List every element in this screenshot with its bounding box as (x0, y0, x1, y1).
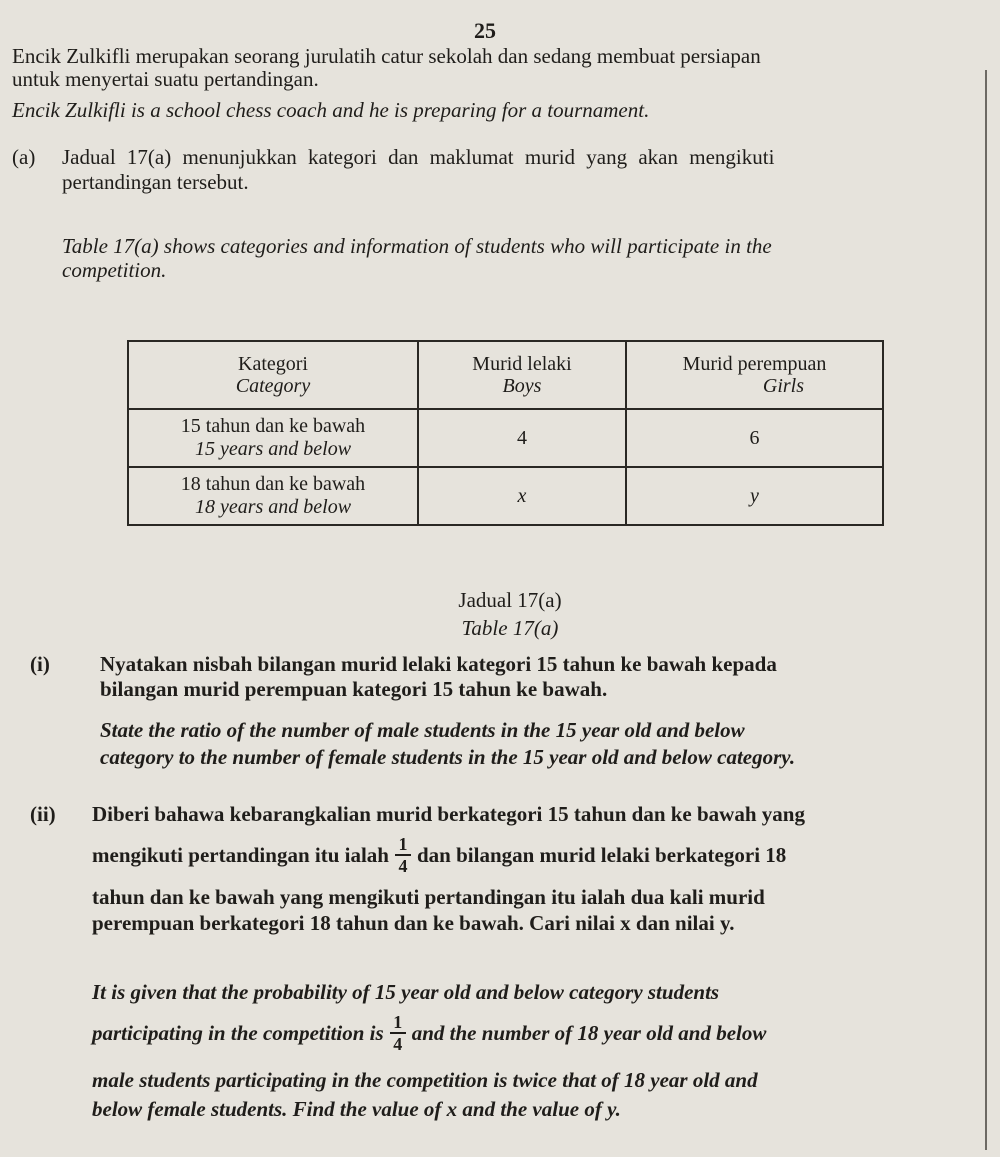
header-boys: Murid lelaki Boys (418, 341, 626, 409)
part-a-ms-line2: pertandingan tersebut. (62, 170, 249, 194)
question-i-ms-line1: Nyatakan nisbah bilangan murid lelaki kategori 15 tahun ke bawah kepada (100, 652, 777, 676)
table-row (128, 467, 883, 525)
question-i-en-line2: category to the number of female students in the 15 year old and below category. (100, 745, 796, 769)
page-edge-line (985, 70, 987, 1150)
question-ii-ms-line2: mengikuti pertandingan itu ialah $\frac{1}{4}$ dan bilangan murid lelaki berkategori 18 (92, 834, 787, 876)
question-ii-ms-line1: Diberi bahawa kebarangkalian murid berkategori 15 tahun dan ke bawah yang (92, 802, 805, 826)
student-table (127, 340, 884, 526)
question-i-ms-line2: bilangan murid perempuan kategori 15 tahun ke bawah. (100, 677, 608, 701)
question-ii-ms-line4: perempuan berkategori 18 tahun dan ke bawah. Cari nilai x dan nilai y. (92, 911, 735, 935)
row1-girls: 6 (626, 409, 883, 467)
header-category: Kategori Category (128, 341, 418, 409)
table-row (128, 409, 883, 467)
question-i-label: (i) (30, 652, 50, 676)
part-a-en-line1: Table 17(a) shows categories and information of students who will participate in the (62, 234, 772, 258)
fraction-one-quarter: $\frac{1}{4}$ (395, 834, 411, 876)
part-a-en-line2: competition. (62, 258, 167, 282)
intro-en-line1: Encik Zulkifli is a school chess coach and he is preparing for a tournament. (12, 98, 650, 122)
header-girls: Murid perempuan Girls (626, 341, 883, 409)
question-ii-en-line2: participating in the competition is $\frac{1}{4}$ and the number of 18 year old and below (92, 1012, 767, 1054)
question-ii-en-line1: It is given that the probability of 15 year old and below category students (92, 980, 720, 1004)
row1-boys: 4 (418, 409, 626, 467)
part-a-label: (a) (12, 145, 36, 169)
part-a-ms-line1: Jadual 17(a) menunjukkan kategori dan maklumat murid yang akan mengikuti (62, 145, 775, 169)
question-ii-en-line3: male students participating in the competition is twice that of 18 year old and (92, 1068, 758, 1092)
intro-ms-line1: Encik Zulkifli merupakan seorang jurulatih catur sekolah dan sedang membuat persiapan (12, 44, 761, 68)
row2-boys: x (418, 467, 626, 525)
row1-category: 15 tahun dan ke bawah 15 years and below (128, 409, 418, 467)
row2-girls: y (626, 467, 883, 525)
question-ii-ms-line3: tahun dan ke bawah yang mengikuti pertandingan itu ialah dua kali murid (92, 885, 765, 909)
question-ii-label: (ii) (30, 802, 56, 826)
table-caption-en: Table 17(a) (461, 616, 559, 640)
question-i-en-line1: State the ratio of the number of male students in the 15 year old and below (100, 718, 745, 742)
row2-category: 18 tahun dan ke bawah 18 years and below (128, 467, 418, 525)
table-caption-ms: Jadual 17(a) (458, 588, 562, 612)
question-ii-en-line4: below female students. Find the value of x and the value of y. (92, 1097, 621, 1121)
table-header-row (128, 341, 883, 409)
page-number: 25 (474, 18, 496, 43)
intro-ms-line2: untuk menyertai suatu pertandingan. (12, 67, 319, 91)
fraction-one-quarter: $\frac{1}{4}$ (390, 1012, 406, 1054)
